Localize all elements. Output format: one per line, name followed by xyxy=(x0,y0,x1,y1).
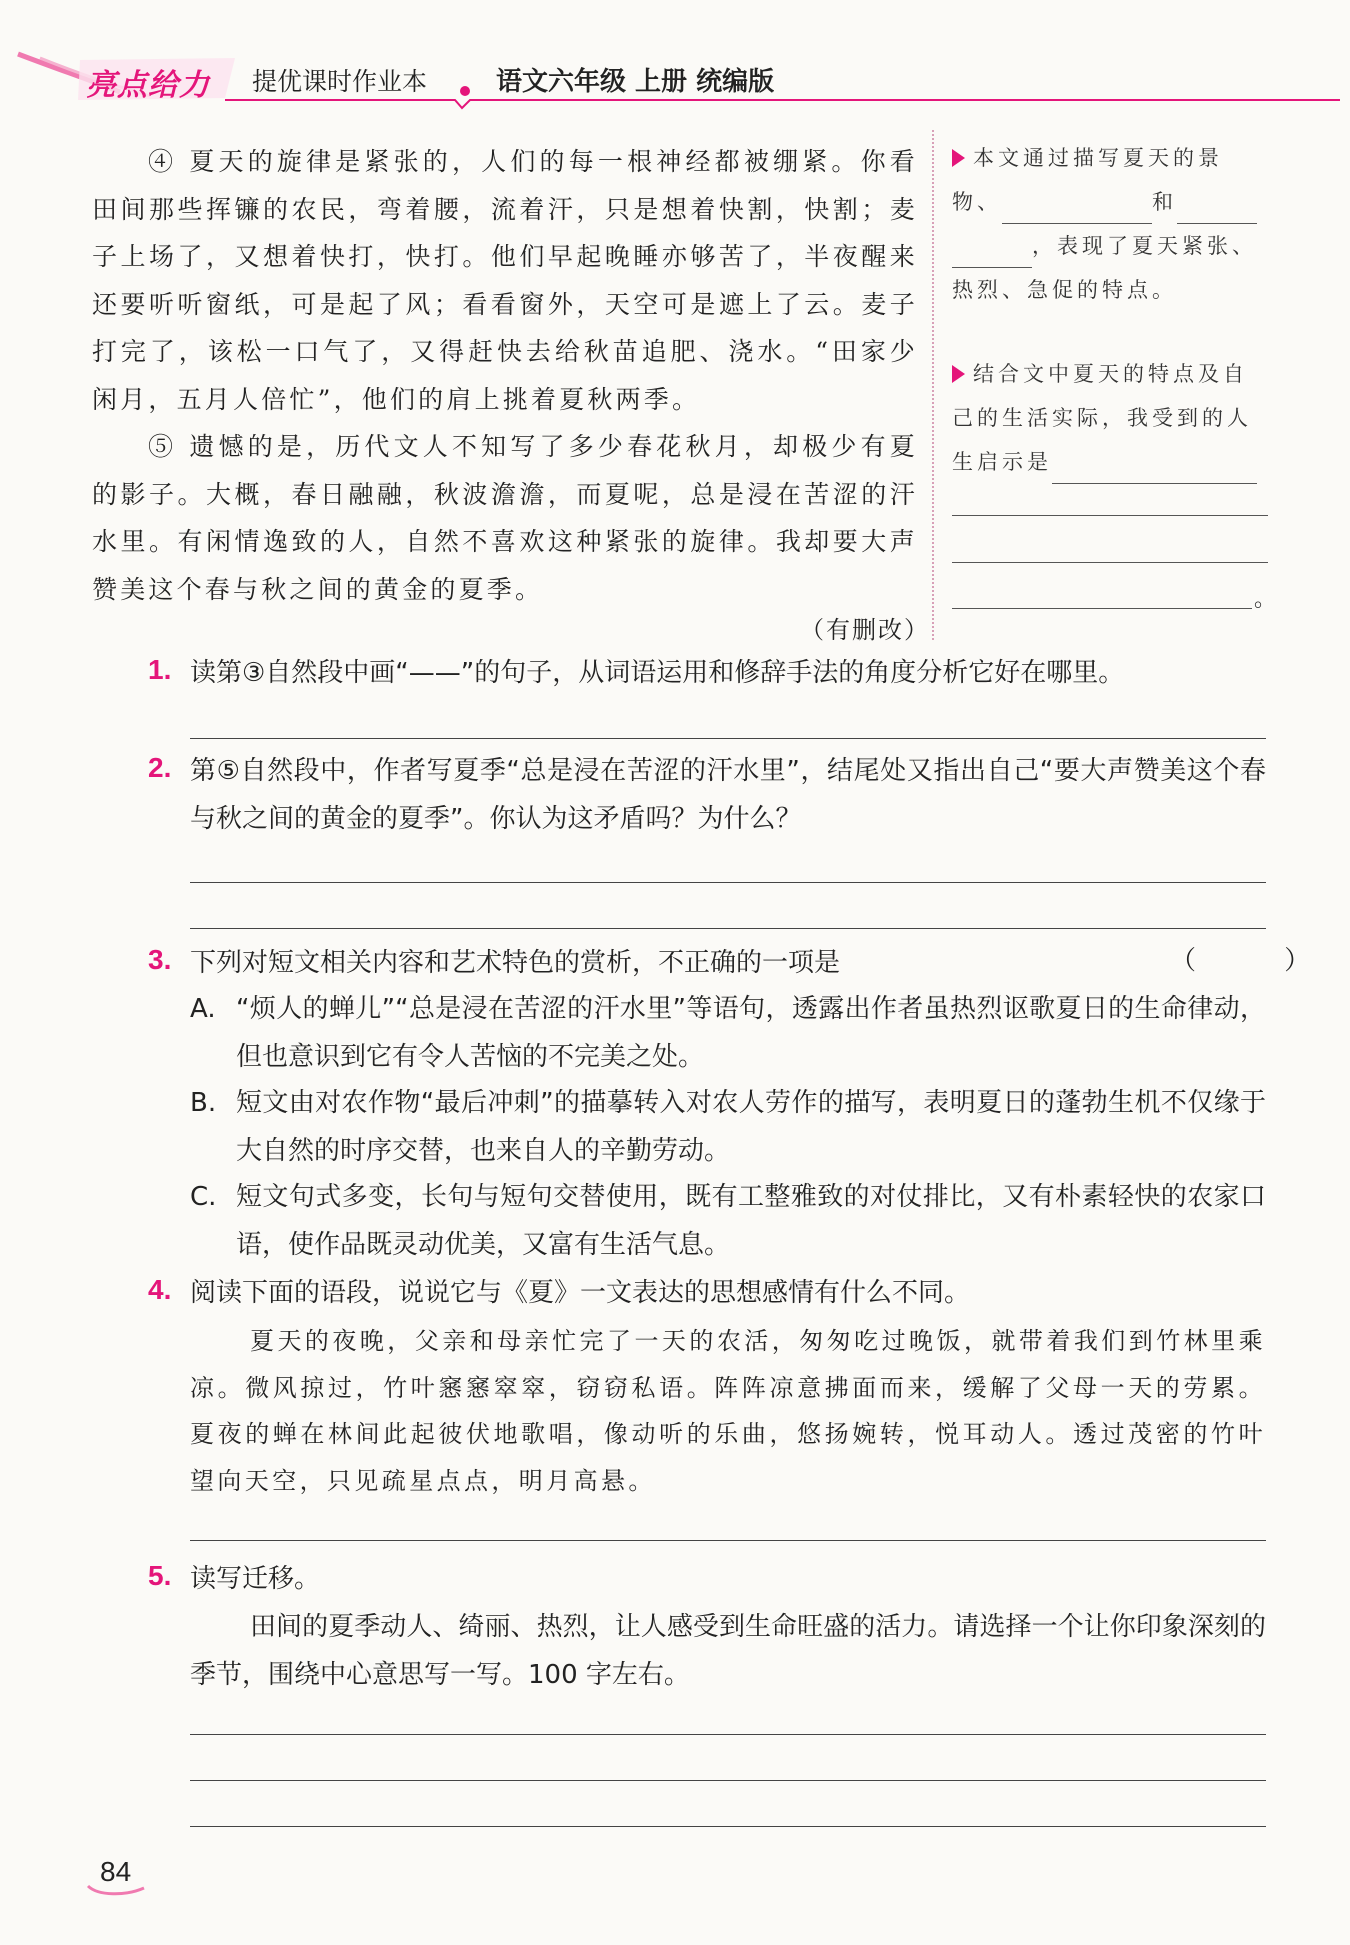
fill-blank[interactable] xyxy=(1002,194,1152,224)
question-number: 4. xyxy=(148,1274,172,1305)
brand-logo: 亮点给力 xyxy=(86,68,210,103)
sidebar-note-1: 本文通过描写夏天的景物、 和 ，表现了夏天紧张、热烈、急促的特点。 xyxy=(952,146,1257,302)
passage-paragraph-4: ④ 夏天的旋律是紧张的，人们的每一根神经都被绷紧。你看田间那些挥镰的农民，弯着腰，流着汗，只是想着快割，快割；麦子上场了，又想着快打，快打。他们早起晚睡亦够苦了，半夜醒来还要听听窗纸，可是起了风；看看窗外，天空可是遮上了云。麦子打完了，该松一口气了，又得赶快去给秋苗追肥、浇水。“田家少闲月，五月人倍忙”，他们的肩上挑着夏秋两季。 xyxy=(92,147,918,414)
pointer-triangle-icon xyxy=(952,149,965,167)
question-1-text: 读第③自然段中画“——”的句子，从词语运用和修辞手法的角度分析它好在哪里。 xyxy=(190,658,1125,688)
option-text: “烦人的蝉儿”“总是浸在苦涩的汗水里”等语句，透露出作者虽热烈讴歌夏日的生命律动，但也意识到它有令人苦恼的不完美之处。 xyxy=(236,994,1266,1072)
end-mark: 。 xyxy=(1254,587,1277,612)
question-4-text: 阅读下面的语段，说说它与《夏》一文表达的思想感情有什么不同。 xyxy=(190,1278,971,1308)
option-b[interactable] xyxy=(190,1080,1266,1175)
answer-line[interactable] xyxy=(190,1540,1266,1541)
question-number: 1. xyxy=(148,654,172,685)
question-number: 3. xyxy=(148,944,172,975)
passage-paragraph-5: ⑤ 遗憾的是，历代文人不知写了多少春花秋月，却极少有夏的影子。大概，春日融融，秋波澹澹，而夏呢，总是浸在苦涩的汗水里。有闲情逸致的人，自然不喜欢这种紧张的旋律。我却要大声赞美这个春与秋之间的黄金的夏季。 xyxy=(92,432,918,604)
option-label: A. xyxy=(190,994,216,1024)
question-number: 2. xyxy=(148,752,172,783)
answer-line[interactable] xyxy=(190,882,1266,883)
answer-line[interactable] xyxy=(190,1780,1266,1781)
question-2-text: 第⑤自然段中，作者写夏季“总是浸在苦涩的汗水里”，结尾处又指出自己“要大声赞美这个春与秋之间的黄金的夏季”。你认为这矛盾吗？为什么？ xyxy=(190,756,1266,834)
answer-line[interactable] xyxy=(952,608,1252,609)
source-note: （有删改） xyxy=(800,616,930,644)
answer-line[interactable] xyxy=(952,515,1268,516)
question-5-text: 读写迁移。 xyxy=(190,1564,321,1594)
page-number: 84 xyxy=(100,1856,132,1887)
reading-passage xyxy=(92,138,918,613)
answer-bracket[interactable]: （ ） xyxy=(1170,946,1350,976)
fill-blank[interactable] xyxy=(1052,454,1257,484)
answer-line[interactable] xyxy=(952,562,1268,563)
reading-excerpt: 夏天的夜晚，父亲和母亲忙完了一天的农活，匆匆吃过晚饭，就带着我们到竹林里乘凉。微风掠过，竹叶窸窸窣窣，窃窃私语。阵阵凉意拂面而来，缓解了父母一天的劳累。夏夜的蝉在林间此起彼伏地歌唱，像动听的乐曲，悠扬婉转，悦耳动人。透过茂密的竹叶望向天空，只见疏星点点，明月高悬。 xyxy=(190,1327,1266,1495)
sidebar-notes xyxy=(932,130,1277,640)
pointer-triangle-icon xyxy=(952,365,965,383)
fill-blank[interactable] xyxy=(952,238,1032,268)
sidebar-note-2: 结合文中夏天的特点及自己的生活实际，我受到的人生启示是 xyxy=(952,352,1268,484)
header-dot xyxy=(460,86,470,96)
answer-line[interactable] xyxy=(190,928,1266,929)
question-number: 5. xyxy=(148,1560,172,1591)
page-header xyxy=(0,40,1350,120)
question-3-text: 下列对短文相关内容和艺术特色的赏析，不正确的一项是 xyxy=(190,948,841,978)
grade-label: 语文六年级 上册 统编版 xyxy=(496,67,775,97)
option-label: B. xyxy=(190,1088,217,1118)
fill-blank[interactable] xyxy=(1177,194,1257,224)
writing-prompt: 田间的夏季动人、绮丽、热烈，让人感受到生命旺盛的活力。请选择一个让你印象深刻的季节，围绕中心意思写一写。100 字左右。 xyxy=(190,1612,1266,1690)
option-text: 短文由对农作物“最后冲刺”的描摹转入对农人劳作的描写，表明夏日的蓬勃生机不仅缘于大自然的时序交替，也来自人的辛勤劳动。 xyxy=(236,1088,1266,1166)
option-text: 短文句式多变，长句与短句交替使用，既有工整雅致的对仗排比，又有朴素轻快的农家口语，使作品既灵动优美，又富有生活气息。 xyxy=(236,1182,1266,1260)
book-subtitle: 提优课时作业本 xyxy=(252,67,428,96)
answer-line[interactable] xyxy=(190,738,1266,739)
option-c[interactable] xyxy=(190,1174,1266,1269)
option-a[interactable] xyxy=(190,986,1266,1081)
answer-line[interactable] xyxy=(190,1734,1266,1735)
option-label: C. xyxy=(190,1182,217,1212)
answer-line[interactable] xyxy=(190,1826,1266,1827)
